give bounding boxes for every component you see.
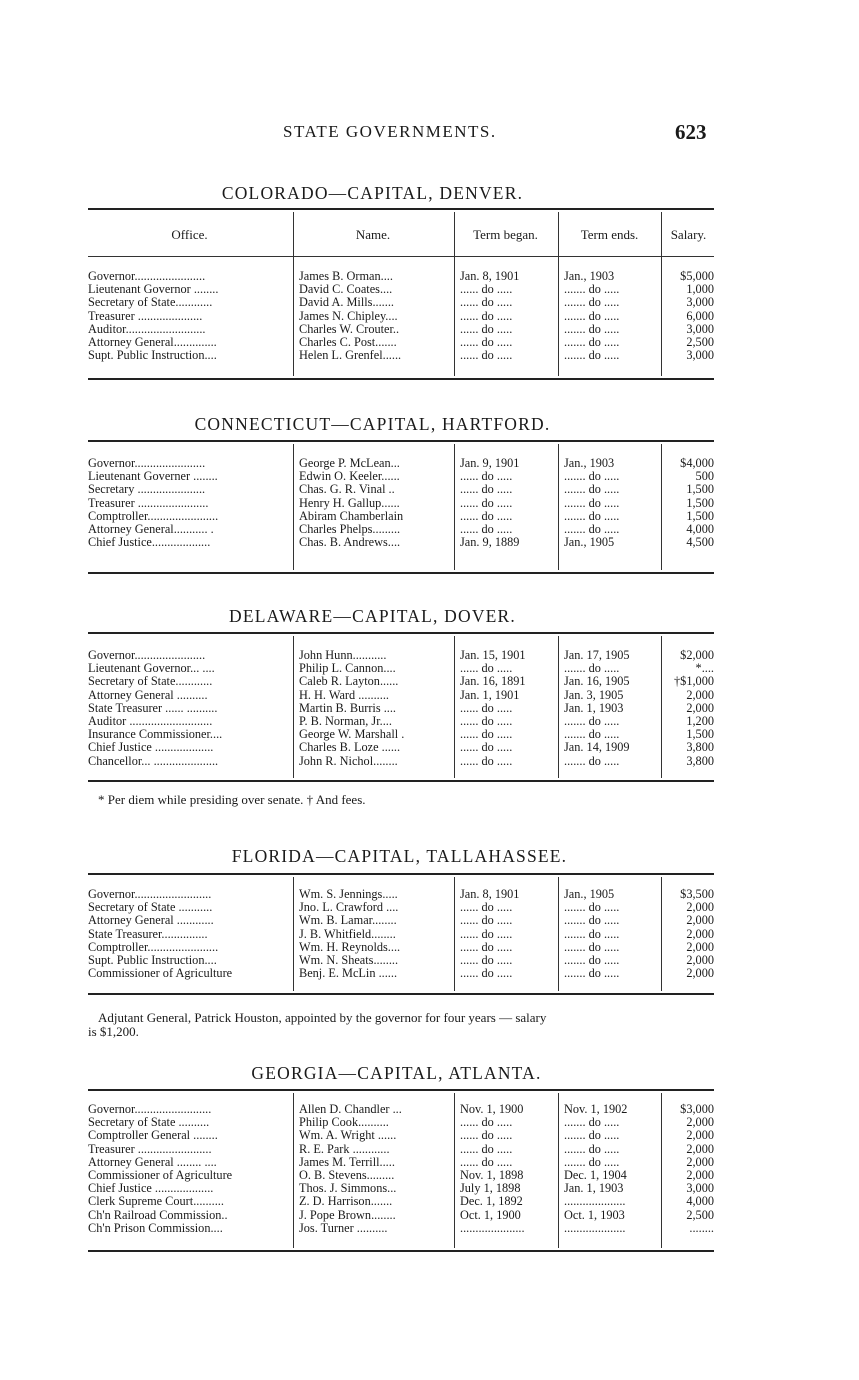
- office-cell: Attorney General ............: [88, 914, 214, 928]
- term-began-cell: Nov. 1, 1900: [460, 1103, 524, 1116]
- salary-cell: 2,000: [686, 914, 714, 928]
- office-cell: Comptroller General ........: [88, 1129, 218, 1143]
- header-office: Office.: [171, 227, 208, 242]
- delaware-table: [88, 632, 714, 782]
- table-body: [88, 649, 714, 768]
- name-cell: Abiram Chamberlain: [299, 509, 404, 523]
- salary-cell: 2,000: [686, 940, 714, 954]
- section-title-delaware: DELAWARE—CAPITAL, DOVER.: [228, 606, 517, 626]
- term-began-cell: ...... do .....: [460, 914, 513, 928]
- office-cell: Treasurer ........................: [88, 1142, 212, 1156]
- office-cell: Comptroller.......................: [88, 940, 219, 954]
- table-top-rule: [88, 1089, 714, 1091]
- office-cell: Auditor..........................: [88, 322, 206, 336]
- term-ends-cell: ....... do .....: [564, 309, 620, 323]
- name-cell: Allen D. Chandler ...: [299, 1103, 402, 1116]
- term-ends-cell: ....... do .....: [564, 322, 620, 336]
- section-title-connecticut: CONNECTICUT—CAPITAL, HARTFORD.: [194, 414, 551, 434]
- name-cell: George W. Marshall .: [299, 728, 405, 742]
- table-row: [88, 296, 714, 309]
- term-began-cell: ...... do .....: [460, 714, 513, 728]
- salary-cell: 3,800: [686, 754, 714, 768]
- salary-cell: ........: [689, 1221, 714, 1235]
- term-ends-cell: ....................: [564, 1195, 626, 1209]
- name-cell: Wm. N. Sheats........: [299, 953, 399, 967]
- term-began-cell: July 1, 1898: [460, 1182, 521, 1196]
- salary-cell: 2,000: [686, 1142, 714, 1156]
- office-cell: State Treasurer ...... ..........: [88, 701, 218, 715]
- name-cell: J. Pope Brown........: [299, 1208, 396, 1222]
- table-body: [88, 888, 714, 980]
- office-cell: Attorney General..............: [88, 335, 217, 349]
- table-row: [88, 662, 714, 675]
- name-cell: Henry H. Gallup......: [299, 496, 400, 510]
- name-cell: Thos. J. Simmons...: [299, 1182, 397, 1196]
- office-cell: Comptroller.......................: [88, 509, 219, 523]
- table-bottom-rule: [88, 378, 714, 380]
- term-began-cell: Dec. 1, 1892: [460, 1195, 523, 1209]
- florida-note-line-1: Adjutant General, Patrick Houston, appointed by the governor for four years — salary: [98, 1010, 547, 1025]
- salary-cell: 2,000: [686, 927, 714, 941]
- office-cell: Governor.......................: [88, 649, 206, 662]
- term-ends-cell: ....... do .....: [564, 914, 620, 928]
- table-row: [88, 755, 714, 768]
- term-began-cell: ...... do .....: [460, 741, 513, 755]
- table-row: [88, 928, 714, 941]
- term-began-cell: ...... do .....: [460, 483, 513, 497]
- name-cell: Wm. S. Jennings.....: [299, 888, 398, 901]
- term-ends-cell: ....... do .....: [564, 754, 620, 768]
- office-cell: Treasurer .....................: [88, 309, 203, 323]
- office-cell: Attorney General ........ ....: [88, 1155, 217, 1169]
- salary-cell: 1,500: [686, 728, 714, 742]
- georgia-table: [88, 1089, 714, 1252]
- term-ends-cell: Jan., 1905: [564, 536, 615, 550]
- term-began-cell: ...... do .....: [460, 701, 513, 715]
- delaware-footnote: * Per diem while presiding over senate. † And fees.: [98, 792, 366, 807]
- term-ends-cell: ....... do .....: [564, 335, 620, 349]
- term-ends-cell: Jan. 16, 1905: [564, 675, 630, 689]
- salary-cell: 2,000: [686, 688, 714, 702]
- term-ends-cell: ....... do .....: [564, 349, 620, 363]
- term-ends-cell: ....... do .....: [564, 496, 620, 510]
- office-cell: Attorney General........... .: [88, 522, 214, 536]
- table-row: [88, 1129, 714, 1142]
- office-cell: Supt. Public Instruction....: [88, 349, 217, 363]
- salary-cell: 1,000: [686, 283, 714, 297]
- term-ends-cell: Dec. 1, 1904: [564, 1168, 627, 1182]
- name-cell: P. B. Norman, Jr....: [299, 714, 392, 728]
- salary-cell: 1,500: [686, 483, 714, 497]
- salary-cell: 4,500: [686, 536, 714, 550]
- salary-cell: $2,000: [680, 649, 714, 662]
- running-head: [0, 120, 859, 150]
- table-row: [88, 649, 714, 662]
- table-row: [88, 536, 714, 549]
- term-began-cell: ...... do .....: [460, 940, 513, 954]
- table-row: [88, 675, 714, 688]
- term-began-cell: ...... do .....: [460, 901, 513, 915]
- salary-cell: 4,000: [686, 1195, 714, 1209]
- table-body: [88, 1103, 714, 1235]
- table-bottom-rule: [88, 780, 714, 782]
- term-ends-cell: ....................: [564, 1221, 626, 1235]
- term-ends-cell: Jan. 1, 1903: [564, 1182, 624, 1196]
- salary-cell: 1,200: [686, 714, 714, 728]
- term-ends-cell: Oct. 1, 1903: [564, 1208, 625, 1222]
- table-row: [88, 1169, 714, 1182]
- table-row: [88, 457, 714, 470]
- salary-cell: 2,000: [686, 901, 714, 915]
- name-cell: Charles W. Crouter..: [299, 322, 400, 336]
- table-row: [88, 901, 714, 914]
- term-began-cell: ...... do .....: [460, 322, 513, 336]
- salary-cell: 3,000: [686, 322, 714, 336]
- term-ends-cell: ....... do .....: [564, 283, 620, 297]
- term-began-cell: Jan. 8, 1901: [460, 270, 520, 283]
- term-began-cell: Jan. 9, 1889: [460, 536, 520, 550]
- office-cell: Ch'n Prison Commission....: [88, 1221, 223, 1235]
- table-row: [88, 741, 714, 754]
- term-ends-cell: ....... do .....: [564, 1116, 620, 1130]
- name-cell: James N. Chipley....: [299, 309, 398, 323]
- table-row: [88, 728, 714, 741]
- term-ends-cell: ....... do .....: [564, 967, 620, 981]
- table-row: [88, 954, 714, 967]
- term-ends-cell: ....... do .....: [564, 901, 620, 915]
- table-row: [88, 1143, 714, 1156]
- colorado-table: [88, 208, 714, 380]
- table-row: [88, 1103, 714, 1116]
- table-bottom-rule: [88, 1250, 714, 1252]
- office-cell: Chief Justice ...................: [88, 1182, 214, 1196]
- term-ends-cell: Nov. 1, 1902: [564, 1103, 628, 1116]
- salary-cell: 2,000: [686, 1168, 714, 1182]
- salary-cell: 2,000: [686, 1116, 714, 1130]
- table-row: [88, 967, 714, 980]
- term-began-cell: ...... do .....: [460, 728, 513, 742]
- office-cell: Secretary of State ..........: [88, 1116, 210, 1130]
- name-cell: Chas. B. Andrews....: [299, 536, 401, 550]
- office-cell: Chancellor... .....................: [88, 754, 219, 768]
- term-began-cell: Jan. 15, 1901: [460, 649, 526, 662]
- term-ends-cell: ....... do .....: [564, 662, 620, 676]
- name-cell: J. B. Whitfield........: [299, 927, 396, 941]
- term-began-cell: ...... do .....: [460, 496, 513, 510]
- term-began-cell: ...... do .....: [460, 296, 513, 310]
- table-top-rule: [88, 632, 714, 634]
- header-term-ends: Term ends.: [580, 227, 639, 242]
- salary-cell: 2,000: [686, 967, 714, 981]
- term-ends-cell: Jan. 14, 1909: [564, 741, 630, 755]
- table-header: [88, 212, 714, 257]
- name-cell: O. B. Stevens.........: [299, 1168, 395, 1182]
- name-cell: H. H. Ward ..........: [299, 688, 389, 702]
- table-bottom-rule: [88, 572, 714, 574]
- salary-cell: 2,000: [686, 701, 714, 715]
- term-began-cell: Jan. 1, 1901: [460, 688, 520, 702]
- office-cell: Supt. Public Instruction....: [88, 953, 217, 967]
- table-bottom-rule: [88, 993, 714, 995]
- name-cell: Jos. Turner ..........: [299, 1221, 388, 1235]
- term-began-cell: ...... do .....: [460, 1155, 513, 1169]
- table-row: [88, 1116, 714, 1129]
- table-row: [88, 270, 714, 283]
- office-cell: State Treasurer...............: [88, 927, 208, 941]
- name-cell: James M. Terrill.....: [299, 1155, 395, 1169]
- salary-cell: *....: [695, 662, 714, 676]
- table-row: [88, 689, 714, 702]
- office-cell: Secretary ......................: [88, 483, 206, 497]
- section-title-colorado: COLORADO—CAPITAL, DENVER.: [221, 183, 524, 203]
- table-row: [88, 914, 714, 927]
- name-cell: Martin B. Burris ....: [299, 701, 397, 715]
- name-cell: Benj. E. McLin ......: [299, 967, 398, 981]
- term-began-cell: ...... do .....: [460, 335, 513, 349]
- table-row: [88, 483, 714, 496]
- term-ends-cell: ....... do .....: [564, 522, 620, 536]
- table-row: [88, 336, 714, 349]
- salary-cell: 3,000: [686, 296, 714, 310]
- term-ends-cell: Jan. 3, 1905: [564, 688, 624, 702]
- term-began-cell: Jan. 16, 1891: [460, 675, 526, 689]
- office-cell: Insurance Commissioner....: [88, 728, 223, 742]
- term-began-cell: Jan. 8, 1901: [460, 888, 520, 901]
- office-cell: Commissioner of Agriculture: [88, 1168, 233, 1182]
- term-ends-cell: Jan. 1, 1903: [564, 701, 624, 715]
- table-row: [88, 1182, 714, 1195]
- salary-cell: 500: [695, 470, 714, 484]
- office-cell: Clerk Supreme Court..........: [88, 1195, 224, 1209]
- term-ends-cell: Jan., 1905: [564, 888, 615, 901]
- salary-cell: $5,000: [680, 270, 714, 283]
- page-number: 623: [675, 120, 707, 144]
- salary-cell: 6,000: [686, 309, 714, 323]
- term-ends-cell: Jan., 1903: [564, 457, 615, 470]
- header-salary: Salary.: [670, 227, 707, 242]
- office-cell: Governor.........................: [88, 888, 212, 901]
- term-ends-cell: ....... do .....: [564, 1129, 620, 1143]
- name-cell: John R. Nichol........: [299, 754, 398, 768]
- table-row: [88, 510, 714, 523]
- table-row: [88, 702, 714, 715]
- term-began-cell: ...... do .....: [460, 283, 513, 297]
- term-ends-cell: ....... do .....: [564, 940, 620, 954]
- name-cell: R. E. Park ............: [299, 1142, 390, 1156]
- table-row: [88, 497, 714, 510]
- table-row: [88, 941, 714, 954]
- office-cell: Secretary of State............: [88, 296, 213, 310]
- table-body: [88, 270, 714, 362]
- term-ends-cell: ....... do .....: [564, 296, 620, 310]
- salary-cell: 3,800: [686, 741, 714, 755]
- term-began-cell: ...... do .....: [460, 522, 513, 536]
- term-ends-cell: ....... do .....: [564, 1142, 620, 1156]
- name-cell: Helen L. Grenfel......: [299, 349, 402, 363]
- name-cell: Jno. L. Crawford ....: [299, 901, 399, 915]
- name-cell: David A. Mills.......: [299, 296, 394, 310]
- name-cell: Wm. A. Wright ......: [299, 1129, 397, 1143]
- term-began-cell: ...... do .....: [460, 309, 513, 323]
- name-cell: Philip L. Cannon....: [299, 662, 396, 676]
- term-ends-cell: Jan. 17, 1905: [564, 649, 630, 662]
- table-row: [88, 1156, 714, 1169]
- office-cell: Governor.........................: [88, 1103, 212, 1116]
- term-began-cell: ...... do .....: [460, 509, 513, 523]
- florida-note-line-2: is $1,200.: [88, 1024, 139, 1039]
- office-cell: Lieutenant Governor... ....: [88, 662, 215, 676]
- table-top-rule: [88, 873, 714, 875]
- name-cell: Chas. G. R. Vinal ..: [299, 483, 395, 497]
- name-cell: Caleb R. Layton......: [299, 675, 399, 689]
- term-ends-cell: ....... do .....: [564, 483, 620, 497]
- office-cell: Chief Justice...................: [88, 536, 211, 550]
- name-cell: James B. Orman....: [299, 270, 393, 283]
- salary-cell: $3,500: [680, 888, 714, 901]
- table-row: [88, 1209, 714, 1222]
- table-row: [88, 1195, 714, 1208]
- term-ends-cell: ....... do .....: [564, 509, 620, 523]
- office-cell: Ch'n Railroad Commission..: [88, 1208, 228, 1222]
- office-cell: Lieutenant Governer ........: [88, 470, 218, 484]
- name-cell: Edwin O. Keeler......: [299, 470, 400, 484]
- name-cell: John Hunn...........: [299, 649, 387, 662]
- term-began-cell: Jan. 9, 1901: [460, 457, 520, 470]
- table-body: [88, 457, 714, 549]
- office-cell: Lieutenant Governor ........: [88, 283, 219, 297]
- term-began-cell: ...... do .....: [460, 662, 513, 676]
- salary-cell: 1,500: [686, 496, 714, 510]
- section-title-florida: FLORIDA—CAPITAL, TALLAHASSEE.: [231, 846, 568, 866]
- salary-cell: 2,000: [686, 953, 714, 967]
- term-began-cell: ...... do .....: [460, 470, 513, 484]
- table-top-rule: [88, 208, 714, 210]
- salary-cell: 2,000: [686, 1129, 714, 1143]
- salary-cell: $4,000: [680, 457, 714, 470]
- section-title-georgia: GEORGIA—CAPITAL, ATLANTA.: [251, 1063, 542, 1083]
- term-began-cell: Oct. 1, 1900: [460, 1208, 521, 1222]
- table-row: [88, 310, 714, 323]
- name-cell: Charles Phelps.........: [299, 522, 401, 536]
- connecticut-table: [88, 440, 714, 574]
- salary-cell: 3,000: [686, 1182, 714, 1196]
- office-cell: Governor.......................: [88, 457, 206, 470]
- table-row: [88, 283, 714, 296]
- office-cell: Auditor ...........................: [88, 714, 213, 728]
- term-began-cell: ...... do .....: [460, 927, 513, 941]
- salary-cell: $3,000: [680, 1103, 714, 1116]
- office-cell: Secretary of State............: [88, 675, 213, 689]
- name-cell: Charles B. Loze ......: [299, 741, 401, 755]
- office-cell: Governor.......................: [88, 270, 206, 283]
- term-began-cell: .....................: [460, 1221, 525, 1235]
- term-ends-cell: Jan., 1903: [564, 270, 615, 283]
- term-ends-cell: ....... do .....: [564, 728, 620, 742]
- term-ends-cell: ....... do .....: [564, 1155, 620, 1169]
- salary-cell: 3,000: [686, 349, 714, 363]
- table-row: [88, 470, 714, 483]
- office-cell: Secretary of State ...........: [88, 901, 213, 915]
- term-began-cell: ...... do .....: [460, 1116, 513, 1130]
- header-term-began: Term began.: [473, 227, 538, 242]
- name-cell: George P. McLean...: [299, 457, 400, 470]
- name-cell: Wm. B. Lamar........: [299, 914, 397, 928]
- office-cell: Treasurer .......................: [88, 496, 209, 510]
- term-ends-cell: ....... do .....: [564, 927, 620, 941]
- table-row: [88, 323, 714, 336]
- header-name: Name.: [355, 227, 391, 242]
- office-cell: Attorney General ..........: [88, 688, 208, 702]
- name-cell: David C. Coates....: [299, 283, 393, 297]
- term-began-cell: ...... do .....: [460, 967, 513, 981]
- name-cell: Charles C. Post.......: [299, 335, 397, 349]
- name-cell: Z. D. Harrison.......: [299, 1195, 393, 1209]
- salary-cell: 2,500: [686, 335, 714, 349]
- salary-cell: 4,000: [686, 522, 714, 536]
- salary-cell: 2,500: [686, 1208, 714, 1222]
- term-ends-cell: ....... do .....: [564, 714, 620, 728]
- term-began-cell: ...... do .....: [460, 953, 513, 967]
- table-row: [88, 715, 714, 728]
- salary-cell: 1,500: [686, 509, 714, 523]
- table-row: [88, 523, 714, 536]
- table-row: [88, 349, 714, 362]
- term-began-cell: ...... do .....: [460, 1129, 513, 1143]
- name-cell: Philip Cook..........: [299, 1116, 389, 1130]
- salary-cell: †$1,000: [674, 675, 714, 689]
- office-cell: Commissioner of Agriculture: [88, 967, 233, 981]
- term-began-cell: ...... do .....: [460, 754, 513, 768]
- table-row: [88, 1222, 714, 1235]
- term-began-cell: ...... do .....: [460, 1142, 513, 1156]
- term-ends-cell: ....... do .....: [564, 470, 620, 484]
- office-cell: Chief Justice ...................: [88, 741, 214, 755]
- running-head-title: STATE GOVERNMENTS.: [283, 122, 497, 141]
- table-top-rule: [88, 440, 714, 442]
- name-cell: Wm. H. Reynolds....: [299, 940, 401, 954]
- term-began-cell: Nov. 1, 1898: [460, 1168, 524, 1182]
- term-ends-cell: ....... do .....: [564, 953, 620, 967]
- term-began-cell: ...... do .....: [460, 349, 513, 363]
- salary-cell: 2,000: [686, 1155, 714, 1169]
- florida-table: [88, 873, 714, 995]
- table-row: [88, 888, 714, 901]
